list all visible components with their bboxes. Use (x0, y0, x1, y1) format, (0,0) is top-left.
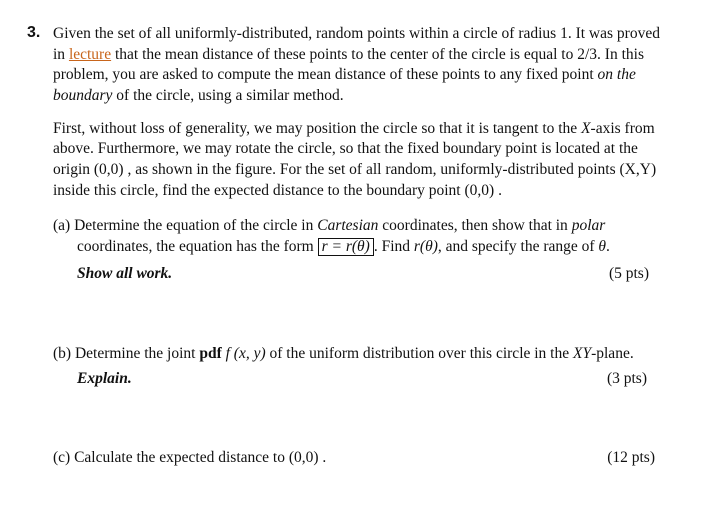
lecture-link[interactable]: lecture (68, 46, 112, 63)
intro-line-2: in lecture that the mean distance of these points to the center of the circle is equal to 2/3. In this (53, 46, 644, 63)
part-b-points: (3 pts) (606, 370, 647, 387)
intro-line-1: Given the set of all uniformly-distributed, random points within a circle of radius 1. It was proved (53, 25, 660, 42)
part-a-points: (5 pts) (608, 265, 649, 282)
setup-line-2: above. Furthermore, we may rotate the circle, so that the fixed boundary point is located at the (53, 140, 638, 157)
setup-line-4: inside this circle, find the expected distance to the boundary point (0,0) . (53, 182, 502, 199)
part-a-line-1: (a) Determine the equation of the circle in Cartesian coordinates, then show that in polar (53, 217, 606, 234)
setup-line-1: First, without loss of generality, we may position the circle so that it is tangent to the X-axis from (53, 120, 655, 137)
part-a-line-2: coordinates, the equation has the form r = r(θ) . Find r(θ), and specify the range of θ. (77, 238, 610, 255)
polar-form-box: r = r(θ) (318, 238, 374, 256)
intro-line-4: boundary of the circle, using a similar method. (53, 87, 344, 104)
part-c-points: (12 pts) (607, 449, 655, 466)
part-b-explain: Explain. (77, 370, 132, 387)
part-c-line-1: (c) Calculate the expected distance to (0,0) . (53, 449, 327, 466)
problem-number: 3. (27, 24, 41, 41)
part-a-show-work: Show all work. (77, 265, 173, 282)
intro-line-3: problem, you are asked to compute the mean distance of these points to any fixed point on the (53, 66, 636, 83)
part-b-line-1: (b) Determine the joint pdf f (x, y) of the uniform distribution over this circle in the XY-plane. (53, 345, 634, 362)
setup-line-3: origin (0,0) , as shown in the figure. For the set of all random, uniformly-distributed points (X,Y) (53, 161, 657, 178)
